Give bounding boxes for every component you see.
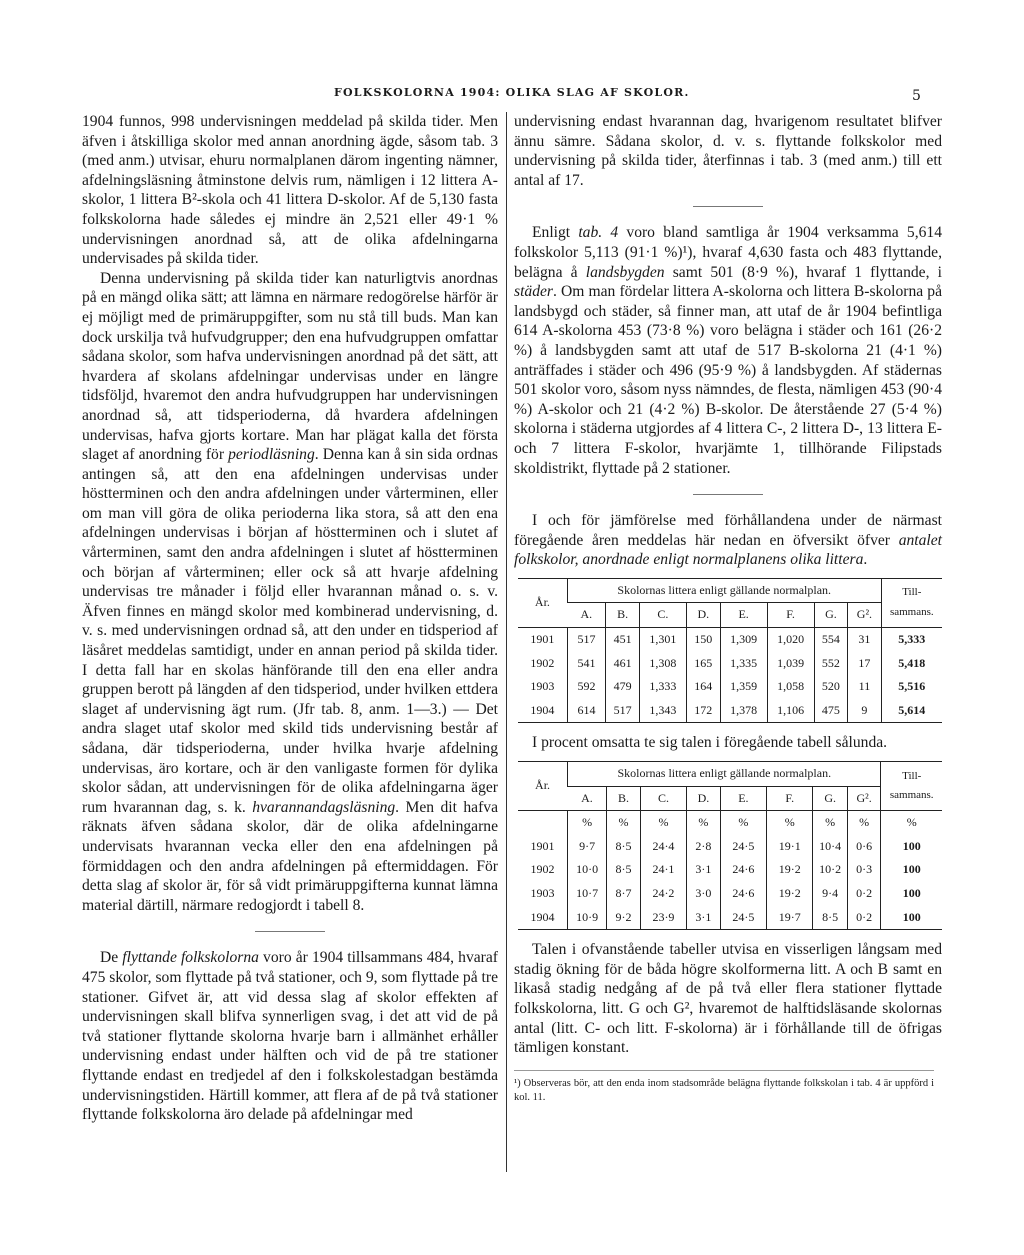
year-header: År. [518,578,567,627]
paragraph [82,948,498,1124]
table-cell: 24·2 [640,882,686,906]
paragraph: 1904 funnos, 998 undervisningen meddelad på skilda tider. Men äfven i åtskilliga skolor med annan anordning ägde, såsom tab. 3 (med anm.) utvisar, ehuru normalplanen därom ingenting nämner, afdelningsläsning åtminstone delvis rum, nämligen i 12 littera A-skolor, 1 littera B²-skola och 41 littera D-skolor. Af de 5,130 fasta folkskolorna hade således ej mindre än 2,521 eller 49·1 % undervisningen anordnad så, att de olika afdelningarna undervisades på skilda tider. [82,113,498,268]
unit-cell: % [687,811,721,835]
table-cell: 24·1 [640,858,686,882]
table-cell: 9·4 [813,882,847,906]
table-cell: 24·6 [720,882,766,906]
table-cell: 1,106 [767,699,814,723]
table-cell: 10·9 [568,906,607,930]
table-cell: 8·7 [607,882,641,906]
table-cell: 8·5 [607,858,641,882]
year-cell: 1903 [530,886,555,900]
table-cell: 3·1 [687,858,721,882]
col-header: G². [848,603,881,628]
footnote: ¹) Observeras bör, att den enda inom stadsområde belägna flyttande folkskolan i tab. 4 är uppförd i kol. 11. [514,1070,934,1105]
col-header: C. [640,786,686,811]
unit-cell: % [640,811,686,835]
paragraph: Talen i ofvanstående tabeller utvisa en visserligen långsam med stadig ökning för de båda högre skolformerna litt. A och B samt en likaså stadig nedgång af de på två eller flera stationer flyttade folkskolorna, litt. G och G², hvaremot de halftidsläsande skolornas antal (litt. C- och litt. F-skolorna) är i förhållande till de öfrigas tämligen konstant. [514,941,942,1057]
table-cell: 19·7 [767,906,813,930]
group-header: Skolornas littera enligt gällande normalplan. [568,762,881,787]
table-cell: 24·4 [640,835,686,859]
table-cell: 0·6 [847,835,881,859]
table-cell: 10·0 [568,858,607,882]
col-header: F. [767,603,814,628]
text-run: samt 501 (8·9 %), hvaraf 1 flyttande, i [664,263,942,281]
running-title: FOLKSKOLORNA 1904: OLIKA SLAG AF SKOLOR. [334,86,690,99]
table-cell: 5,516 [881,675,942,699]
table-cell: 172 [686,699,720,723]
year-cell: 1904 [518,699,567,723]
text-run: voro år 1904 tillsammans 484, hvaraf 475 skolor, som flyttade på två stationer, och 9, som flyttade på tre stationer. Gifvet är, att vid dessa slag af skolor effekten af undervisningen skall blifva synnerligen svag, i det att vid de på två stationer flyttande skolorna hvarje barn i allmänhet erhåller undervisning endast under hälften och vid de på tre stationer flyttande endast en tredjedel af den i folkskolestadgan bestämda undervisningstiden. Härtill kommer, att flera af de på två stationer flyttande folkskolorna äro delade på afdelningar med [82,949,498,1124]
table-counts [518,578,942,724]
table-cell: 479 [606,675,640,699]
table-cell: 10·2 [813,858,847,882]
table-cell: 9·7 [568,835,607,859]
table-cell: 614 [567,699,605,723]
term-hvarannandagslasning: hvarannandagsläsning [252,798,396,816]
table-percent [518,761,942,930]
table-cell: 17 [848,652,881,676]
text-run: Enligt [532,224,579,242]
col-header: B. [606,603,640,628]
table-cell: 100 [881,858,942,882]
unit-cell: % [813,811,847,835]
col-header: F. [767,786,813,811]
table-cell: 552 [814,652,848,676]
unit-row [518,811,942,835]
paragraph: undervisning endast hvarannan dag, hvarigenom resultatet blifver ännu sämre. Sådana skolor, d. v. s. flyttande folkskolor med undervisning på skilda tider, återfinnas i tab. 3 (med anm.) till ett antal af 17. [514,113,942,189]
table-cell: 100 [881,835,942,859]
table-row [518,652,942,676]
table-row [518,699,942,723]
col-header: B. [607,786,641,811]
col-header: A. [568,786,607,811]
term-stader: städer [514,283,553,301]
text-run: . [863,551,868,569]
year-cell: 1903 [530,679,555,694]
year-header: År. [518,762,568,811]
right-column [514,112,942,1105]
table-cell: 19·1 [767,835,813,859]
table-cell: 1,020 [767,628,814,652]
table-cell: 475 [814,699,848,723]
table-row [518,858,942,882]
text-run: Denna undervisning på skilda tider kan naturligtvis anordnas på en mängd olika sätt; att lämna en närmare redogörelse härför är ej möjligt med de primäruppgifter, som nu stå till buds. Man kan dock urskilja två hufvudgrupper; den ena hufvudgruppen omfattar sådana skolor, som hafva undervisningen anordnad på det sätt, att hvardera af skolans afdelningar undervisas under en längre tidsföljd, hvaremot den andra hufvudgruppen har undervisningen anordnad så, att tidsperioderna, då hvardera afdelningen undervisas, hafva gjorts kortare. Man har plägat kalla det första slaget af anordning för [82,269,498,464]
table-cell: 8·5 [607,835,641,859]
col-header: G. [813,786,847,811]
year-cell: 1901 [530,632,555,647]
section-rule [693,206,763,207]
table-cell: 1,039 [767,652,814,676]
table-cell: 1,308 [639,652,686,676]
table-cell: 520 [814,675,848,699]
year-cell: 1904 [518,906,568,930]
table-cell: 10·4 [813,835,847,859]
paragraph: I procent omsatta te sig talen i föregående tabell sålunda. [532,734,888,752]
year-cell: 1901 [530,838,555,853]
table-cell: 24·6 [720,858,766,882]
table-cell: 2·8 [687,835,721,859]
table-row [518,628,942,652]
text-run: I och för jämförelse med förhållandena under de närmast föregående åren meddelas här nedan en öfversikt öfver [514,512,942,549]
term-landsbygden: landsbygden [585,263,665,281]
table-cell: 8·5 [813,906,847,930]
table-cell: 164 [686,675,720,699]
term-antalet-folkskolor: antalet folkskolor, anordnade enligt normalplanens olika littera [514,531,942,569]
table-cell: 1,378 [720,699,767,723]
table-cell: 5,614 [881,699,942,723]
table-cell: 100 [881,882,942,906]
table-cell: 451 [606,628,640,652]
table-cell: 1,335 [720,652,767,676]
table-row [518,882,942,906]
section-rule [693,494,763,495]
running-header [0,82,1024,106]
table-cell: 100 [881,906,942,930]
unit-cell: % [767,811,813,835]
page-number: 5 [912,88,923,104]
col-header: D. [686,603,720,628]
col-header: A. [567,603,605,628]
text-run: voro bland samtliga år 1904 verksamma 5,614 folkskolor 5,113 (91·1 %)¹), hvaraf 4,630 fasta och 483 flyttande, belägna å [514,224,943,281]
year-cell: 1902 [530,862,555,877]
group-header: Skolornas littera enligt gällande normalplan. [567,578,881,603]
table-cell: 1,333 [639,675,686,699]
unit-cell: % [607,811,641,835]
table-cell: 1,359 [720,675,767,699]
unit-cell: % [568,811,607,835]
paragraph [82,269,498,916]
text-run: . Denna kan å sin sida ordnas antingen så, att den ena afdelningen undervisas under höstterminen och den andra afdelningen under vårterminen, eller om man vill göra de olika perioderna lika stora, så att den ena afdelningen undervisas i början af höstterminen och i slutet af vårterminen, samt den andra afdelningen i slutet af höstterminen och början af vårterminen; eller ock så att hvarje afdelning undervisas tre månader i följd eller hvarannan månad o. s. v. Äfven finnes en mängd skolor med kombinerad undervisning, d. v. s. med undervisningen ordnad så, att den under en tidsperiod af läsåret meddelas samtidigt, under en annan period på skilda tider. I detta fall har en skolas hänförande till den ena eller andra gruppen berott på längden af den tidsperiod, under hvilken ettdera slaget af undervisning ägt rum. (Jfr tab. 8, anm. 1—3.) — Det andra slaget utaf skolor med skild tids undervisning består af sådana, där tidsperioderna, under hvilka hvarje afdelning undervisas, äro kortare, och är den vanligaste formen för dylika skolor sådan, att undervisningen för de olika afdelningarna äger rum hvarannan dag, s. k. [82,446,498,816]
col-header: G². [847,786,881,811]
unit-cell [518,811,568,835]
paragraph [514,223,942,478]
col-header-total: Till-sammans. [881,762,942,811]
col-header: E. [720,603,767,628]
text-run: . Men dit hafva räknats äfven sådana skolor, där de olika afdelningarne undervisats hvarannan vecka eller den ena afdelningen på förmiddagen och den andra afdelningen på eftermiddagen. För detta slag af skolor är, för så vidt primäruppgifterna kunnat lämna material därtill, närmare redogjordt i tabell 8. [82,798,498,914]
col-header: G. [814,603,848,628]
table-cell: 1,343 [639,699,686,723]
table-cell: 517 [606,699,640,723]
column-divider [506,112,507,1172]
table-cell: 1,301 [639,628,686,652]
table-cell: 31 [848,628,881,652]
table-cell: 3·1 [687,906,721,930]
left-column [82,112,498,1125]
col-header: C. [639,603,686,628]
unit-cell: % [847,811,881,835]
term-flyttande-folkskolorna: flyttande folkskolorna [122,949,259,967]
paragraph [514,511,942,570]
table-cell: 24·5 [720,906,766,930]
section-rule [255,931,325,932]
text-run: . Om man fördelar littera A-skolorna och littera B-skolorna på landsbygd och städer, så finner man, att utaf de år 1904 befintliga 614 A-skolorna 453 (73·8 %) voro belägna i städer och 161 (26·2 %) å landsbygden samt att utaf de 517 B-skolorna 21 (4·1 %) anträffades i städer och 496 (95·9 %) å landsbygden. Af städernas 501 skolor voro, såsom nyss nämndes, de flesta, nämligen 453 (90·4 %) A-skolor och 21 (4·2 %) B-skolor. De återstående 27 (5·4 %) skolorna i städerna utgjordes af 4 littera C-, 2 littera D-, 13 littera E- och 7 littera F-skolor, hvarjämte 1, tillhörande Filipstads skoldistrikt, flyttade på 2 stationer. [514,283,942,477]
table-cell: 1,309 [720,628,767,652]
table-cell: 5,418 [881,652,942,676]
table-cell: 11 [848,675,881,699]
ref-tab4: tab. 4 [578,224,619,242]
table-cell: 10·7 [568,882,607,906]
table-cell: 9·2 [607,906,641,930]
col-header: D. [687,786,721,811]
table-cell: 1,058 [767,675,814,699]
unit-cell: % [881,811,942,835]
table-cell: 592 [567,675,605,699]
table-cell: 19·2 [767,882,813,906]
table-row [518,675,942,699]
table-cell: 165 [686,652,720,676]
table-cell: 0·2 [847,906,881,930]
table-cell: 5,333 [881,628,942,652]
col-header-total: Till-sammans. [881,578,942,627]
text-run: De [100,949,123,967]
table-row [518,906,942,930]
table-cell: 19·2 [767,858,813,882]
table-cell: 23·9 [640,906,686,930]
table-cell: 554 [814,628,848,652]
table-row [518,835,942,859]
term-periodlasning: periodläsning [228,446,315,464]
unit-cell: % [720,811,766,835]
table-cell: 461 [606,652,640,676]
year-cell: 1902 [530,655,555,670]
table-cell: 150 [686,628,720,652]
col-header: E. [720,786,766,811]
table-cell: 0·2 [847,882,881,906]
table-cell: 3·0 [687,882,721,906]
table-cell: 24·5 [720,835,766,859]
table-cell: 517 [567,628,605,652]
table-cell: 0·3 [847,858,881,882]
table-cell: 9 [848,699,881,723]
table-cell: 541 [567,652,605,676]
